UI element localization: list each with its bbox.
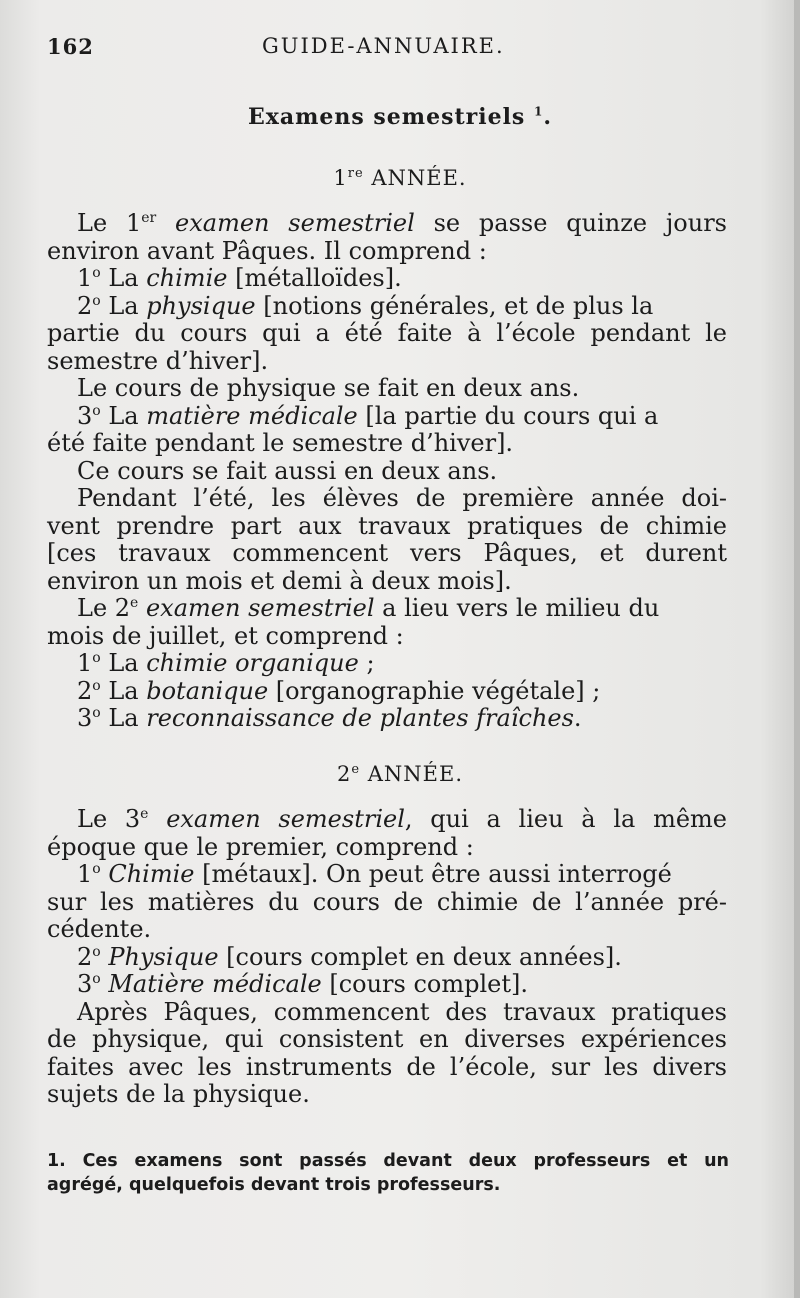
text-run: 1: [77, 860, 93, 888]
text-run: [la partie du cours qui a: [357, 401, 659, 430]
text-line: 1$^o$ La chimie [métalloïdes].: [77, 264, 402, 292]
text-run: La: [100, 704, 147, 732]
italic-text: chimie: [146, 264, 228, 292]
text-run: [cours complet en deux années].: [218, 942, 622, 971]
text-line: [ces travaux commencent vers Pâques, et durent: [47, 539, 727, 567]
text-line: Le 3e examen semestriel, qui a lieu à la même: [77, 805, 727, 833]
text-line: 1$^o$ La chimie organique ;: [77, 649, 375, 677]
text-line: 2$^o$ La physique [notions générales, et de plus la: [77, 291, 654, 320]
text-run: La: [100, 676, 147, 705]
text-run: [organographie végétale] ;: [268, 676, 601, 705]
text-run: La: [100, 291, 147, 320]
text-run: Le 3: [77, 805, 141, 833]
text-run: 2: [77, 676, 93, 705]
text-line: Le 2e examen semestriel a lieu vers le milieu du: [77, 594, 660, 622]
text-line: semestre d’hiver].: [47, 346, 269, 375]
page-header: [47, 34, 737, 64]
text-run: La: [100, 401, 147, 430]
text-line: vent prendre part aux travaux pratiques de chimie: [47, 511, 727, 540]
text-run: [métaux]. On peut être aussi interrogé: [194, 860, 672, 888]
text-run: a lieu vers le milieu du: [374, 594, 660, 622]
text-line: 3$^o$ La reconnaissance de plantes fraîches.: [77, 704, 582, 732]
text-line: environ un mois et demi à deux mois].: [47, 566, 512, 595]
text-line: partie du cours qui a été faite à l’école pendant le: [47, 319, 727, 347]
text-line: Ce cours se fait aussi en deux ans.: [77, 456, 498, 485]
italic-text: Physique: [108, 942, 219, 971]
text-run: re: [347, 166, 364, 181]
year-heading-1: [0, 166, 800, 190]
text-line: 1$^o$ Chimie [métaux]. On peut être aussi interrogé: [77, 860, 672, 888]
text-run: 1: [77, 264, 93, 292]
italic-text: examen semestriel: [148, 805, 405, 833]
year-heading-2: [0, 762, 800, 786]
text-run: ANNÉE.: [360, 762, 463, 786]
text-run: 3: [77, 970, 93, 998]
text-run: 1: [333, 166, 348, 190]
italic-text: examen semestriel: [138, 594, 375, 622]
text-run: 3: [77, 704, 93, 732]
text-run: La: [100, 264, 147, 292]
text-line: faites avec les instruments de l’école, sur les divers: [47, 1052, 727, 1081]
text-run: 2: [336, 762, 352, 786]
text-line: 3$^o$ La matière médicale [la partie du cours qui a: [77, 401, 659, 430]
text-line: Le cours de physique se fait en deux ans.: [77, 374, 580, 402]
text-run: e: [351, 762, 361, 777]
text-run: ANNÉE.: [363, 166, 467, 190]
text-line: sur les matières du cours de chimie de l’année pré-: [47, 887, 727, 916]
page-edge: [794, 0, 800, 1298]
text-line: de physique, qui consistent en diverses expériences: [47, 1025, 727, 1053]
text-line: été faite pendant le semestre d’hiver].: [47, 429, 514, 457]
text-run: 3: [77, 401, 93, 430]
italic-text: physique: [146, 291, 256, 320]
text-run: 2: [77, 291, 93, 320]
text-line: environ avant Pâques. Il comprend :: [47, 236, 487, 265]
text-run: Le 1: [77, 209, 142, 237]
text-run: [notions générales, et de plus la: [255, 291, 654, 320]
text-run: [métalloïdes].: [227, 264, 402, 292]
text-line: 2$^o$ La botanique [organographie végétale] ;: [77, 676, 601, 705]
page-number: 162: [47, 34, 94, 59]
text-line: Pendant l’été, les élèves de première année doi-: [77, 484, 727, 512]
text-run: La: [100, 649, 147, 677]
text-line: Après Pâques, commencent des travaux pratiques: [77, 997, 727, 1026]
italic-text: botanique: [146, 676, 269, 705]
text-line: sujets de la physique.: [47, 1080, 310, 1108]
year-2-text: [47, 806, 727, 1109]
text-line: 2$^o$ Physique [cours complet en deux années].: [77, 942, 622, 971]
text-run: ;: [358, 649, 375, 677]
italic-text: examen semestriel: [156, 209, 415, 237]
footnote-mark: 1: [534, 104, 544, 119]
running-title: GUIDE-ANNUAIRE.: [262, 34, 505, 58]
section-title: Examens semestriels $^1$.: [247, 104, 553, 130]
text-run: Le 2: [77, 594, 131, 622]
text-line: mois de juillet, et comprend :: [47, 621, 404, 650]
italic-text: matière médicale: [146, 401, 358, 430]
text-run: 2: [77, 942, 93, 971]
text-line: 3$^o$ Matière médicale [cours complet].: [77, 970, 528, 998]
text-line: Le 1er examen semestriel se passe quinze jours: [77, 209, 727, 237]
text-run: [cours complet].: [321, 970, 528, 998]
italic-text: reconnaissance de plantes fraîches: [146, 704, 574, 732]
text-line: époque que le premier, comprend :: [47, 832, 474, 861]
footnote-line: 1. Ces examens sont passés devant deux professeurs et un: [47, 1151, 729, 1171]
italic-text: chimie organique: [146, 649, 359, 677]
text-run: 1: [77, 649, 93, 677]
year-1-text: [47, 210, 727, 733]
text-run: , qui a lieu à la même: [404, 805, 727, 833]
footnote-line: agrégé, quelquefois devant trois professeurs.: [47, 1175, 501, 1195]
text-run: se passe quinze jours: [414, 209, 727, 237]
footnote: [47, 1149, 729, 1197]
italic-text: Matière médicale: [108, 970, 322, 998]
text-run: .: [573, 704, 582, 732]
text-line: cédente.: [47, 915, 152, 943]
italic-text: Chimie: [108, 860, 195, 888]
